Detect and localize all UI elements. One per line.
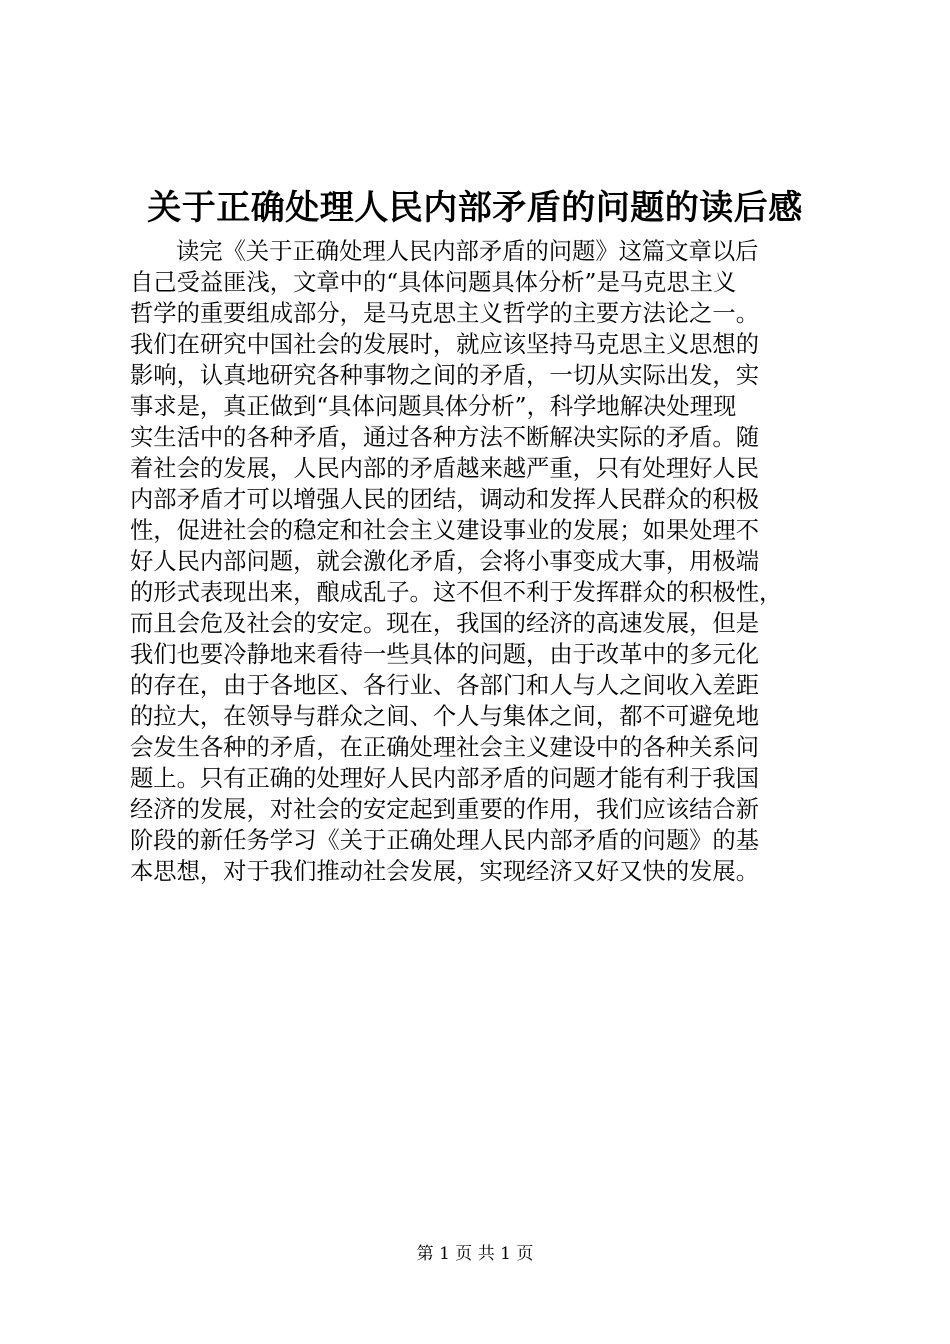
body-line: 我们也要冷静地来看待一些具体的问题，由于改革中的多元化 xyxy=(130,641,760,668)
body-line: 经济的发展，对社会的安定起到重要的作用，我们应该结合新 xyxy=(130,796,760,823)
body-line: 哲学的重要组成部分，是马克思主义哲学的主要方法论之一。 xyxy=(130,300,760,327)
page-number-footer: 第 1 页 共 1 页 xyxy=(416,1244,534,1264)
body-line: 影响，认真地研究各种事物之间的矛盾，一切从实际出发，实 xyxy=(130,362,760,389)
body-line: 本思想，对于我们推动社会发展，实现经济又好又快的发展。 xyxy=(130,858,760,885)
body-line: 题上。只有正确的处理好人民内部矛盾的问题才能有利于我国 xyxy=(130,765,760,792)
body-line: 内部矛盾才可以增强人民的团结，调动和发挥人民群众的积极 xyxy=(130,486,760,513)
body-line: 性，促进社会的稳定和社会主义建设事业的发展；如果处理不 xyxy=(130,517,760,544)
body-line: 我们在研究中国社会的发展时，就应该坚持马克思主义思想的 xyxy=(130,331,760,358)
body-line: 而且会危及社会的安定。现在，我国的经济的高速发展，但是 xyxy=(130,610,760,637)
body-line: 读完《关于正确处理人民内部矛盾的问题》这篇文章以后 xyxy=(176,238,759,265)
body-line: 阶段的新任务学习《关于正确处理人民内部矛盾的问题》的基 xyxy=(130,827,760,854)
body-line: 的拉大，在领导与群众之间、个人与集体之间，都不可避免地 xyxy=(130,703,760,730)
body-line: 会发生各种的矛盾，在正确处理社会主义建设中的各种关系问 xyxy=(130,734,760,761)
body-line: 着社会的发展，人民内部的矛盾越来越严重，只有处理好人民 xyxy=(130,455,760,482)
body-line: 事求是，真正做到“具体问题具体分析”，科学地解决处理现 xyxy=(130,393,737,420)
body-line: 实生活中的各种矛盾，通过各种方法不断解决实际的矛盾。随 xyxy=(130,424,760,451)
document-title: 关于正确处理人民内部矛盾的问题的读后感 xyxy=(147,188,803,228)
body-line: 好人民内部问题，就会激化矛盾，会将小事变成大事，用极端 xyxy=(130,548,760,575)
body-line: 的形式表现出来，酿成乱子。这不但不利于发挥群众的积极性， xyxy=(130,579,783,606)
body-line: 的存在，由于各地区、各行业、各部门和人与人之间收入差距 xyxy=(130,672,760,699)
body-line: 自己受益匪浅，文章中的“具体问题具体分析”是马克思主义 xyxy=(130,269,737,296)
document-body xyxy=(130,236,830,887)
